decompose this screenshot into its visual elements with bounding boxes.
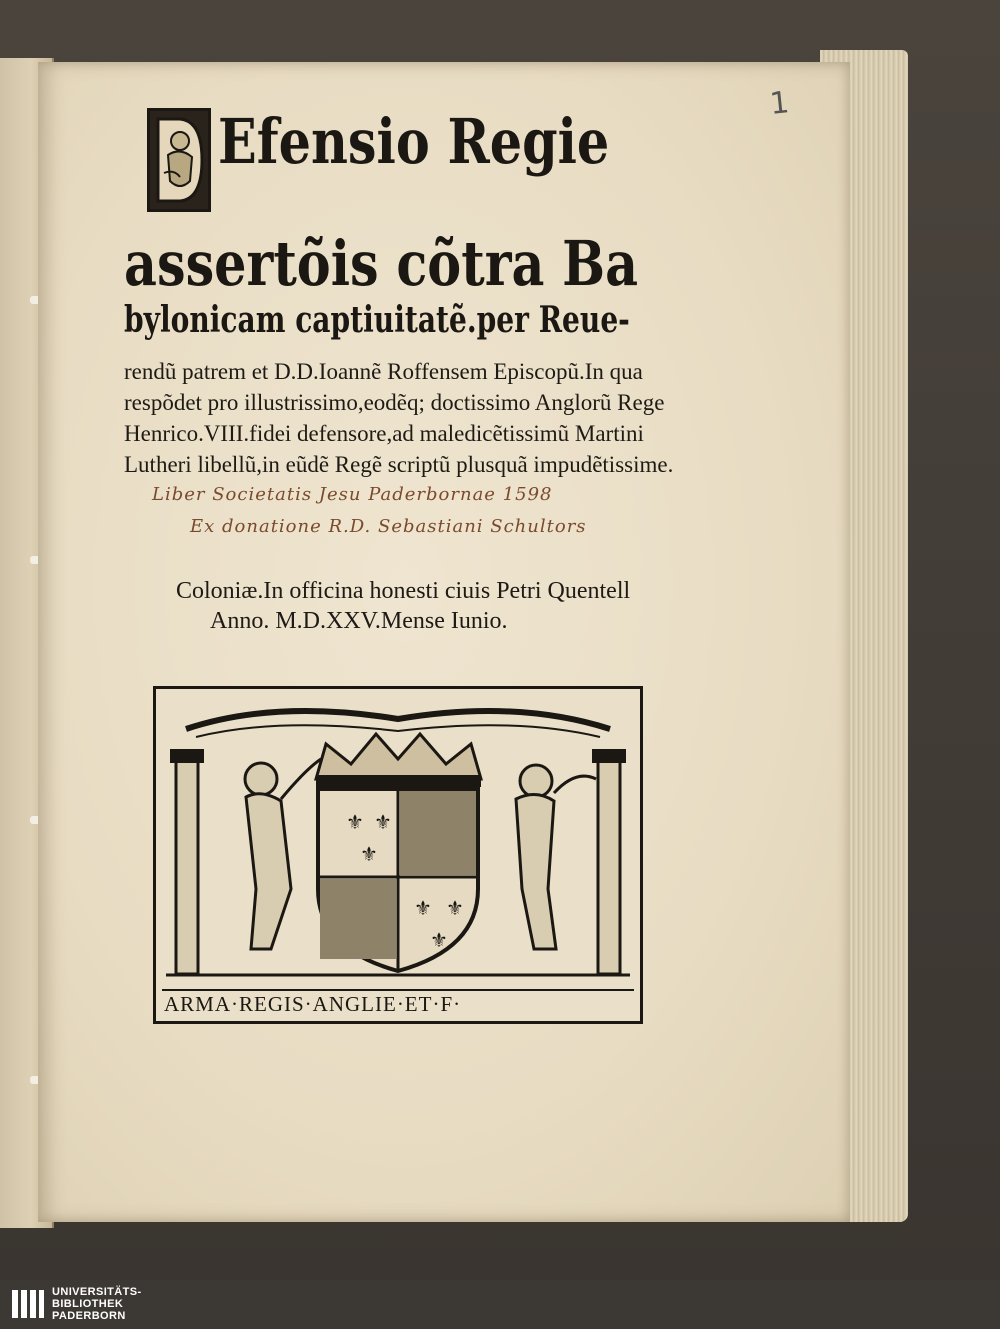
body-line: Lutheri libellũ,in eũdẽ Regẽ scriptũ plusquã impudẽtissime. xyxy=(124,452,674,477)
svg-text:⚜: ⚜ xyxy=(430,928,448,952)
svg-text:⚜: ⚜ xyxy=(446,896,464,920)
imprint-line-1: Coloniæ.In officina honesti ciuis Petri Quentell xyxy=(176,578,631,604)
woodcut-caption: ARMA·REGIS·ANGLIE·ET·F· xyxy=(162,989,634,1017)
body-line: respõdet pro illustrissimo,eodẽq; doctissimo Anglorũ Rege xyxy=(124,390,665,415)
logo-line-2: BIBLIOTHEK xyxy=(52,1298,124,1310)
royal-arms-woodcut xyxy=(153,686,643,1024)
svg-text:⚜: ⚜ xyxy=(360,842,378,866)
title-line-1: Efensio Regie xyxy=(218,105,610,178)
shelf-mark: 1 xyxy=(768,85,791,122)
title-body xyxy=(124,356,684,480)
handwritten-ownership-line-1: Liber Societatis Jesu Paderbornae 1598 xyxy=(152,484,553,505)
body-line: rendũ patrem et D.D.Ioannẽ Roffensem Episcopũ.In qua xyxy=(124,359,643,384)
imprint-line-2: Anno. M.D.XXV.Mense Iunio. xyxy=(210,608,508,634)
library-logo-text xyxy=(52,1286,142,1322)
initial-d-icon xyxy=(150,111,208,209)
svg-text:⚜: ⚜ xyxy=(374,810,392,834)
logo-line-3: PADERBORN xyxy=(52,1310,126,1322)
title-line-3: bylonicam captiuitatẽ.per Reue- xyxy=(124,299,630,341)
body-line: Henrico.VIII.fidei defensore,ad maledicẽtissimũ Martini xyxy=(124,421,644,446)
svg-text:⚜: ⚜ xyxy=(414,896,432,920)
logo-line-1: UNIVERSITÄTS- xyxy=(52,1286,142,1298)
library-logo-icon xyxy=(10,1286,46,1322)
title-line-2: assertõis cõtra Ba xyxy=(124,227,639,300)
coat-of-arms-illustration xyxy=(156,689,640,989)
svg-text:⚜: ⚜ xyxy=(346,810,364,834)
footer-bar xyxy=(0,1280,1000,1329)
handwritten-ownership-line-2: Ex donatione R.D. Sebastiani Schultors xyxy=(190,516,587,537)
decorated-initial xyxy=(147,108,211,212)
